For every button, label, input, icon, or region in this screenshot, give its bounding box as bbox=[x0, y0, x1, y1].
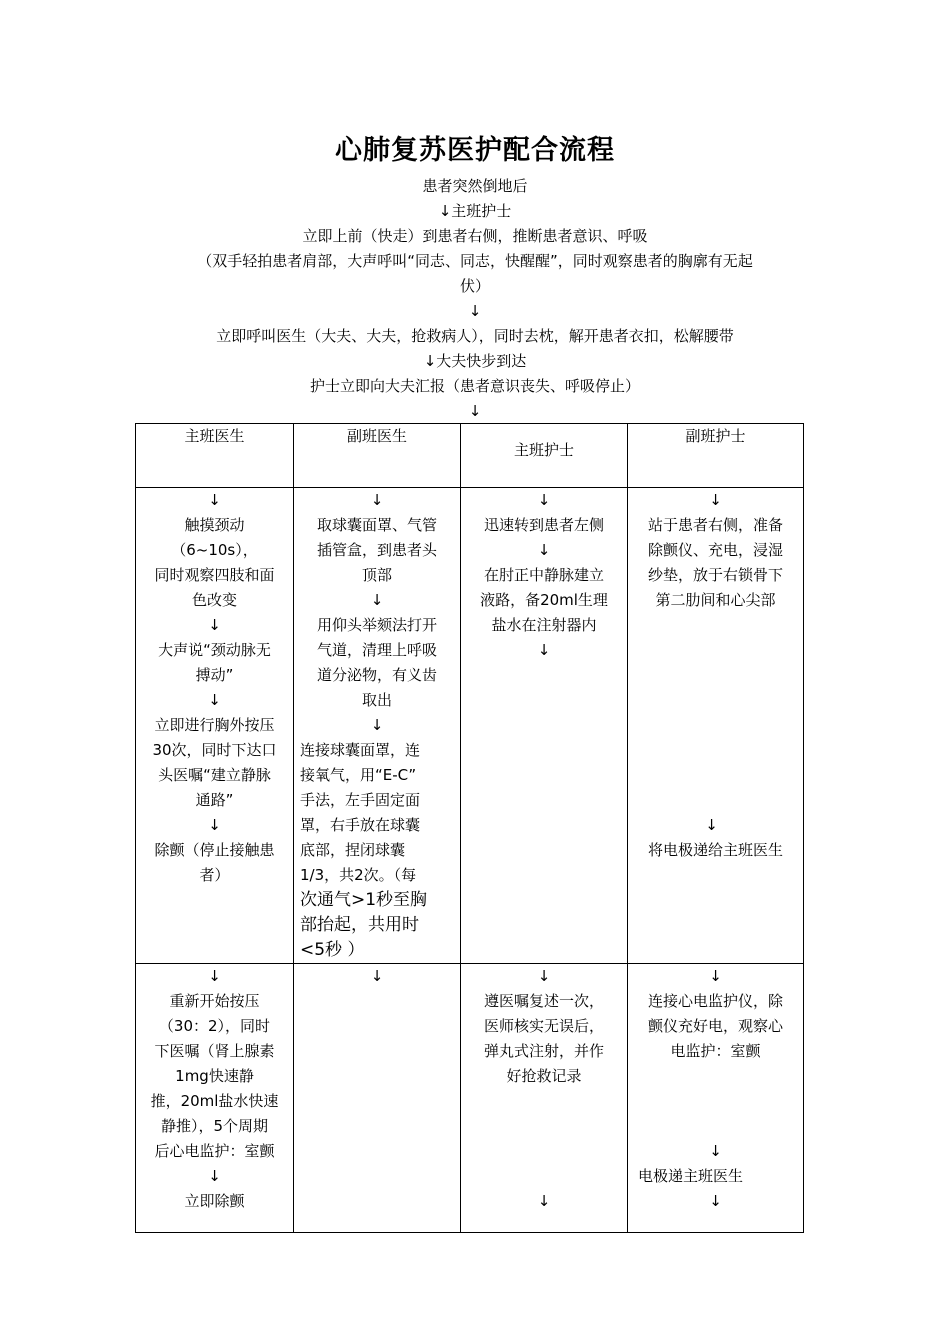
table-row bbox=[136, 964, 804, 1233]
cell-text: ↓ bbox=[709, 491, 722, 509]
flow-step-assess-detail: （双手轻拍患者肩部，大声呼叫“同志、同志，快醒醒”，同时观察患者的胸廓有无起 bbox=[197, 252, 753, 270]
cell-text: ↓ bbox=[537, 1192, 551, 1210]
table-row bbox=[136, 488, 804, 964]
flow-step-assess: 立即上前（快走）到患者右侧，推断患者意识、呼吸 bbox=[302, 227, 648, 245]
cell-text: ↓ bbox=[208, 816, 221, 834]
cell-text: <5秒 ） bbox=[300, 940, 365, 960]
cell-text: ↓ bbox=[709, 1192, 722, 1210]
cell-text: 大声说“颈动脉无 bbox=[158, 641, 271, 659]
cell-text: 弹丸式注射，并作 bbox=[483, 1042, 604, 1060]
cell-text: 取球囊面罩、气管 bbox=[316, 516, 437, 534]
cell-assistant-nurse-2 bbox=[628, 964, 804, 1233]
flow-arrow-doctor-arrives: ↓大夫快步到达 bbox=[423, 352, 527, 370]
cell-text: 静推），5个周期 bbox=[160, 1117, 269, 1135]
cell-text: 顶部 bbox=[361, 566, 392, 584]
cell-text: 1mg快速静 bbox=[175, 1067, 254, 1085]
cell-text: 电极递主班医生 bbox=[638, 1167, 744, 1185]
cell-text: 手法，左手固定面 bbox=[300, 791, 421, 809]
cell-text: ↓ bbox=[208, 616, 221, 634]
cell-assistant-doctor-2 bbox=[294, 964, 461, 1233]
cell-text: ↓ bbox=[709, 1142, 722, 1160]
cell-text: 者） bbox=[199, 866, 230, 884]
cell-text: 同时观察四肢和面 bbox=[154, 566, 275, 584]
cell-text: 连接球囊面罩，连 bbox=[300, 741, 421, 759]
cell-head-doctor-2 bbox=[136, 964, 294, 1233]
cell-text: ↓ bbox=[370, 491, 384, 509]
cell-text: ↓ bbox=[537, 641, 551, 659]
flow-step-report: 护士立即向大夫汇报（患者意识丧失、呼吸停止） bbox=[309, 377, 640, 395]
flow-step-assess-detail-end: 伏） bbox=[459, 277, 490, 295]
cell-text: （30：2），同时 bbox=[158, 1017, 271, 1035]
cell-text: 取出 bbox=[361, 691, 392, 709]
table-header-row bbox=[136, 424, 804, 488]
flow-arrow-to-table: ↓ bbox=[468, 402, 482, 420]
cell-text: ↓ bbox=[537, 967, 551, 985]
cell-text: 连接心电监护仪，除 bbox=[647, 992, 783, 1010]
cell-text: 立即除颤 bbox=[184, 1192, 245, 1210]
cell-text: 次通气>1秒至胸 bbox=[300, 890, 428, 910]
flow-arrow-head-nurse: ↓主班护士 bbox=[438, 202, 512, 220]
cell-text: ↓ bbox=[370, 591, 384, 609]
cell-text: ↓ bbox=[370, 716, 384, 734]
cell-text: 重新开始按压 bbox=[169, 992, 260, 1010]
cell-text: 第二肋间和心尖部 bbox=[655, 591, 776, 609]
cell-head-nurse-1 bbox=[461, 488, 628, 964]
cell-text: 除颤仪、充电，浸湿 bbox=[647, 541, 783, 559]
flow-step-collapse: 患者突然倒地后 bbox=[422, 177, 528, 195]
cell-text: ↓ bbox=[208, 491, 221, 509]
cell-text: 遵医嘱复述一次， bbox=[483, 992, 604, 1010]
cell-text: ↓ bbox=[709, 967, 722, 985]
cell-text: ↓ bbox=[537, 491, 551, 509]
header-head-nurse: 主班护士 bbox=[461, 424, 628, 488]
header-assistant-nurse: 副班护士 bbox=[628, 424, 804, 488]
cell-text: 液路，备20ml生理 bbox=[480, 591, 608, 609]
cell-text: 头医嘱“建立静脉 bbox=[158, 766, 271, 784]
cell-text: ↓ bbox=[208, 967, 221, 985]
cell-text: 好抢救记录 bbox=[506, 1067, 582, 1085]
cell-text: 电监护：室颤 bbox=[670, 1042, 761, 1060]
role-table bbox=[135, 423, 804, 1233]
cell-text: 1/3，共2次。（每 bbox=[300, 866, 417, 884]
cell-text: 下医嘱（肾上腺素 bbox=[154, 1042, 275, 1060]
header-assistant-doctor: 副班医生 bbox=[294, 424, 461, 488]
cell-text: 后心电监护：室颤 bbox=[154, 1142, 275, 1160]
cell-text: 推，20ml盐水快速 bbox=[150, 1092, 279, 1110]
cell-text: （6~10s）， bbox=[171, 541, 258, 559]
cell-text: ↓ bbox=[208, 1167, 221, 1185]
page-title: 心肺复苏医护配合流程 bbox=[335, 135, 615, 166]
cell-text: 搏动” bbox=[195, 666, 234, 684]
cell-text: 将电极递给主班医生 bbox=[647, 841, 783, 859]
cell-text: 底部，捏闭球囊 bbox=[300, 841, 406, 859]
cell-text: ↓ bbox=[705, 816, 718, 834]
cell-text: 通路” bbox=[195, 791, 234, 809]
cell-text: ↓ bbox=[370, 967, 384, 985]
cell-text: 用仰头举颏法打开 bbox=[316, 616, 437, 634]
cell-text: 颤仪充好电，观察心 bbox=[647, 1017, 783, 1035]
cell-text: 部抬起，共用时 bbox=[300, 915, 419, 935]
cell-text: 站于患者右侧，准备 bbox=[647, 516, 783, 534]
cell-text: 纱垫，放于右锁骨下 bbox=[647, 566, 783, 584]
flow-step-call-doctor: 立即呼叫医生（大夫、大夫，抢救病人），同时去枕，解开患者衣扣，松解腰带 bbox=[216, 327, 734, 345]
cell-text: 盐水在注射器内 bbox=[491, 616, 597, 634]
cell-text: ↓ bbox=[537, 541, 551, 559]
cell-assistant-nurse-1 bbox=[628, 488, 804, 964]
cell-text: 迅速转到患者左侧 bbox=[483, 516, 604, 534]
flow-arrow: ↓ bbox=[468, 302, 482, 320]
cell-text: 除颤（停止接触患 bbox=[154, 841, 275, 859]
cell-head-doctor-1 bbox=[136, 488, 294, 964]
cell-text: 色改变 bbox=[191, 591, 237, 609]
cell-text: 道分泌物，有义齿 bbox=[316, 666, 437, 684]
cell-text: 触摸颈动 bbox=[184, 516, 245, 534]
cell-head-nurse-2 bbox=[461, 964, 628, 1233]
cell-text: 立即进行胸外按压 bbox=[154, 716, 275, 734]
cell-text: 在肘正中静脉建立 bbox=[483, 566, 604, 584]
cell-text: ↓ bbox=[208, 691, 221, 709]
cell-text: 医师核实无误后， bbox=[483, 1017, 604, 1035]
cell-text: 气道，清理上呼吸 bbox=[316, 641, 437, 659]
cell-text: 30次，同时下达口 bbox=[152, 741, 277, 759]
cell-text: 罩，右手放在球囊 bbox=[300, 816, 421, 834]
cell-text: 插管盒，到患者头 bbox=[316, 541, 437, 559]
header-head-doctor: 主班医生 bbox=[136, 424, 294, 488]
cell-text: 接氧气，用“E-C” bbox=[300, 766, 417, 784]
cell-assistant-doctor-1 bbox=[294, 488, 461, 964]
